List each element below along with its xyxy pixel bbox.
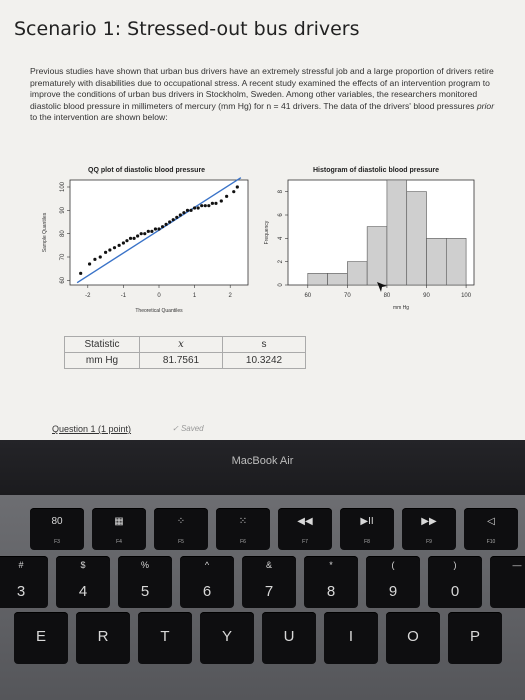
qq-point: [147, 230, 150, 233]
number-key-symbol: (: [391, 560, 395, 570]
number-key-digit: 7: [264, 583, 274, 600]
histogram-y-tick-label: 2: [278, 259, 284, 264]
function-key-label: F4: [116, 539, 122, 545]
function-key-icon: ▶II: [360, 516, 374, 527]
letter-key[interactable]: [200, 612, 254, 664]
qq-plot-panel: [40, 160, 255, 330]
qq-point: [99, 255, 102, 258]
histogram-title: Histogram of diastolic blood pressure: [313, 167, 440, 174]
qq-y-axis-label: Sample Quantiles: [42, 212, 48, 253]
intro-text-a: Previous studies have shown that urban bus drivers have an extremely stressful job and a large proportion of drivers retire prematurely with disabilities due to occupational stress. A recent study examined the effects of an intervention program to improve the conditions of urban bus drivers in Stockholm, Sweden. Among other variables, the researchers monitored diastolic blood pressure in millimeters of mercury (mm Hg) for n = 41 drivers. The data of the drivers' blood pressures: [30, 66, 494, 111]
qq-y-tick-label: 80: [60, 230, 66, 238]
qq-point: [204, 204, 207, 207]
function-key[interactable]: [402, 508, 456, 550]
number-key[interactable]: [0, 556, 48, 608]
qq-y-tick-label: 90: [60, 206, 66, 214]
letter-key[interactable]: [138, 612, 192, 664]
qq-point: [150, 230, 153, 233]
histogram-y-tick-label: 6: [278, 213, 284, 217]
qq-plot-title: QQ plot of diastolic blood pressure: [88, 167, 206, 174]
number-key[interactable]: [242, 556, 296, 608]
number-key-digit: 4: [78, 583, 88, 600]
letter-key-label: O: [407, 628, 419, 645]
number-key[interactable]: [56, 556, 110, 608]
qq-point: [104, 251, 107, 254]
letter-key-label: E: [35, 628, 46, 645]
function-key[interactable]: [340, 508, 394, 550]
histogram-panel: [260, 160, 480, 330]
letter-key[interactable]: [76, 612, 130, 664]
qq-point: [182, 211, 185, 214]
function-key[interactable]: [30, 508, 84, 550]
function-key-label: F9: [426, 539, 432, 545]
function-key-label: F7: [302, 539, 308, 545]
number-key-digit: 0: [450, 583, 460, 600]
letter-key[interactable]: [262, 612, 316, 664]
qq-plot-chart: [40, 160, 255, 330]
letter-key-label: I: [348, 628, 354, 645]
qq-point: [186, 209, 189, 212]
function-key-icon: ◁: [487, 516, 495, 527]
histogram-y-axis-label: Frequency: [264, 220, 270, 245]
function-key-label: F3: [54, 539, 60, 545]
qq-point: [193, 206, 196, 209]
number-key-symbol: &: [265, 560, 272, 570]
letter-key-label: Y: [221, 628, 232, 645]
letter-key[interactable]: [14, 612, 68, 664]
qq-point: [207, 204, 210, 207]
letter-key-label: P: [469, 628, 480, 645]
histogram-bar: [328, 273, 348, 285]
qq-point: [232, 190, 235, 193]
screen-bezel: [0, 440, 525, 495]
qq-point: [88, 262, 91, 265]
qq-point: [168, 220, 171, 223]
letter-key[interactable]: [324, 612, 378, 664]
letter-key-label: R: [97, 628, 109, 645]
qq-point: [79, 272, 82, 275]
table-row: [65, 353, 306, 369]
qq-point: [157, 227, 160, 230]
number-key-symbol: #: [18, 560, 24, 570]
function-key-label: F8: [364, 539, 370, 545]
histogram-y-tick-label: 0: [278, 283, 284, 287]
letter-key-label: T: [160, 628, 170, 645]
question-link[interactable]: Question 1 (1 point): [52, 424, 132, 434]
table-cell-unit: mm Hg: [65, 353, 140, 369]
qq-point: [175, 216, 178, 219]
qq-point: [165, 223, 168, 226]
number-key[interactable]: [490, 556, 525, 608]
number-key[interactable]: [428, 556, 482, 608]
qq-point: [93, 258, 96, 261]
number-key-digit: 5: [140, 583, 150, 600]
table-row: [65, 337, 306, 353]
qq-point: [140, 232, 143, 235]
qq-x-tick-label: 0: [157, 293, 161, 299]
qq-plot-area: [70, 180, 248, 285]
histogram-bar: [427, 238, 447, 285]
number-key-digit: 6: [202, 583, 212, 600]
function-key[interactable]: [464, 508, 518, 550]
number-key-digit: 9: [388, 583, 398, 600]
histogram-y-tick-label: 8: [278, 189, 284, 194]
check-icon: ✓: [172, 424, 181, 433]
histogram-bar: [446, 238, 466, 285]
number-key-symbol: %: [140, 560, 149, 570]
histogram-bar: [387, 180, 407, 285]
qq-point: [129, 237, 132, 240]
histogram-bar: [367, 227, 387, 285]
histogram-x-tick-label: 80: [383, 293, 391, 299]
letter-key-label: U: [283, 628, 295, 645]
qq-y-tick-label: 60: [60, 276, 66, 284]
qq-point: [122, 241, 125, 244]
intro-paragraph: [30, 66, 500, 124]
function-key[interactable]: [278, 508, 332, 550]
intro-text-b: to the intervention are shown below:: [30, 112, 168, 123]
number-key[interactable]: [366, 556, 420, 608]
qq-x-axis-label: Theoretical Quantiles: [135, 308, 183, 314]
histogram-chart: [260, 160, 480, 330]
qq-point: [161, 225, 164, 228]
table-header-statistic: Statistic: [65, 337, 140, 353]
histogram-bar: [308, 273, 328, 285]
function-key-icon: ⁘: [176, 516, 186, 527]
function-key-icon: ▦: [114, 516, 124, 527]
qq-point: [179, 213, 182, 216]
histogram-bar: [407, 192, 427, 285]
page-title: Scenario 1: Stressed-out bus drivers: [14, 18, 360, 40]
qq-y-tick-label: 100: [60, 181, 66, 193]
function-key-label: F6: [240, 539, 246, 545]
number-key-symbol: ): [453, 560, 457, 570]
laptop-brand: MacBook Air: [231, 455, 294, 467]
histogram-x-tick-label: 100: [461, 293, 472, 299]
number-key-symbol: $: [80, 560, 86, 570]
number-key[interactable]: [304, 556, 358, 608]
function-key-icon: ◀◀: [297, 516, 313, 527]
qq-point: [172, 218, 175, 221]
qq-point: [113, 246, 116, 249]
function-key-label: F10: [486, 539, 496, 545]
function-key-icon: 80: [51, 516, 63, 527]
qq-point: [220, 199, 223, 202]
qq-point: [118, 244, 121, 247]
qq-point: [143, 232, 146, 235]
table-cell-mean: 81.7561: [140, 353, 223, 369]
histogram-bar: [347, 262, 367, 285]
histogram-x-tick-label: 60: [304, 293, 312, 299]
letter-key[interactable]: [386, 612, 440, 664]
number-key-symbol: ^: [204, 560, 210, 570]
number-key-digit: 3: [16, 583, 26, 600]
function-key-icon: ⁙: [238, 516, 248, 527]
qq-point: [189, 209, 192, 212]
qq-x-tick-label: -1: [120, 293, 127, 299]
qq-point: [236, 185, 239, 188]
saved-status: [172, 424, 204, 433]
function-key-label: F5: [178, 539, 184, 545]
qq-point: [132, 237, 135, 240]
function-key[interactable]: [92, 508, 146, 550]
qq-point: [200, 204, 203, 207]
function-key[interactable]: [154, 508, 208, 550]
number-key-symbol: —: [512, 560, 522, 570]
qq-point: [154, 227, 157, 230]
table-header-mean: x: [140, 337, 223, 353]
table-header-sd: s: [223, 337, 306, 353]
number-key-digit: 8: [326, 583, 336, 600]
number-key[interactable]: [180, 556, 234, 608]
qq-point: [108, 248, 111, 251]
histogram-x-tick-label: 90: [423, 293, 430, 299]
histogram-x-axis-label: mm Hg: [392, 305, 410, 311]
qq-point: [197, 206, 200, 209]
statistics-table: [64, 336, 306, 369]
function-key[interactable]: [216, 508, 270, 550]
qq-x-tick-label: 2: [228, 293, 232, 299]
saved-label: Saved: [180, 424, 204, 433]
number-key[interactable]: [118, 556, 172, 608]
qq-y-tick-label: 70: [60, 253, 66, 261]
number-key-symbol: *: [329, 560, 333, 570]
histogram-y-tick-label: 4: [278, 236, 284, 241]
qq-point: [136, 234, 139, 237]
qq-x-tick-label: -2: [85, 293, 91, 299]
histogram-x-tick-label: 70: [344, 293, 351, 299]
function-key-icon: ▶▶: [421, 516, 437, 527]
qq-x-tick-label: 1: [192, 293, 197, 299]
qq-point: [125, 239, 128, 242]
qq-point: [214, 202, 217, 205]
table-cell-sd: 10.3242: [223, 353, 306, 369]
letter-key[interactable]: [448, 612, 502, 664]
qq-point: [211, 202, 214, 205]
intro-text-emphasis: prior: [476, 100, 495, 111]
qq-point: [225, 195, 228, 198]
